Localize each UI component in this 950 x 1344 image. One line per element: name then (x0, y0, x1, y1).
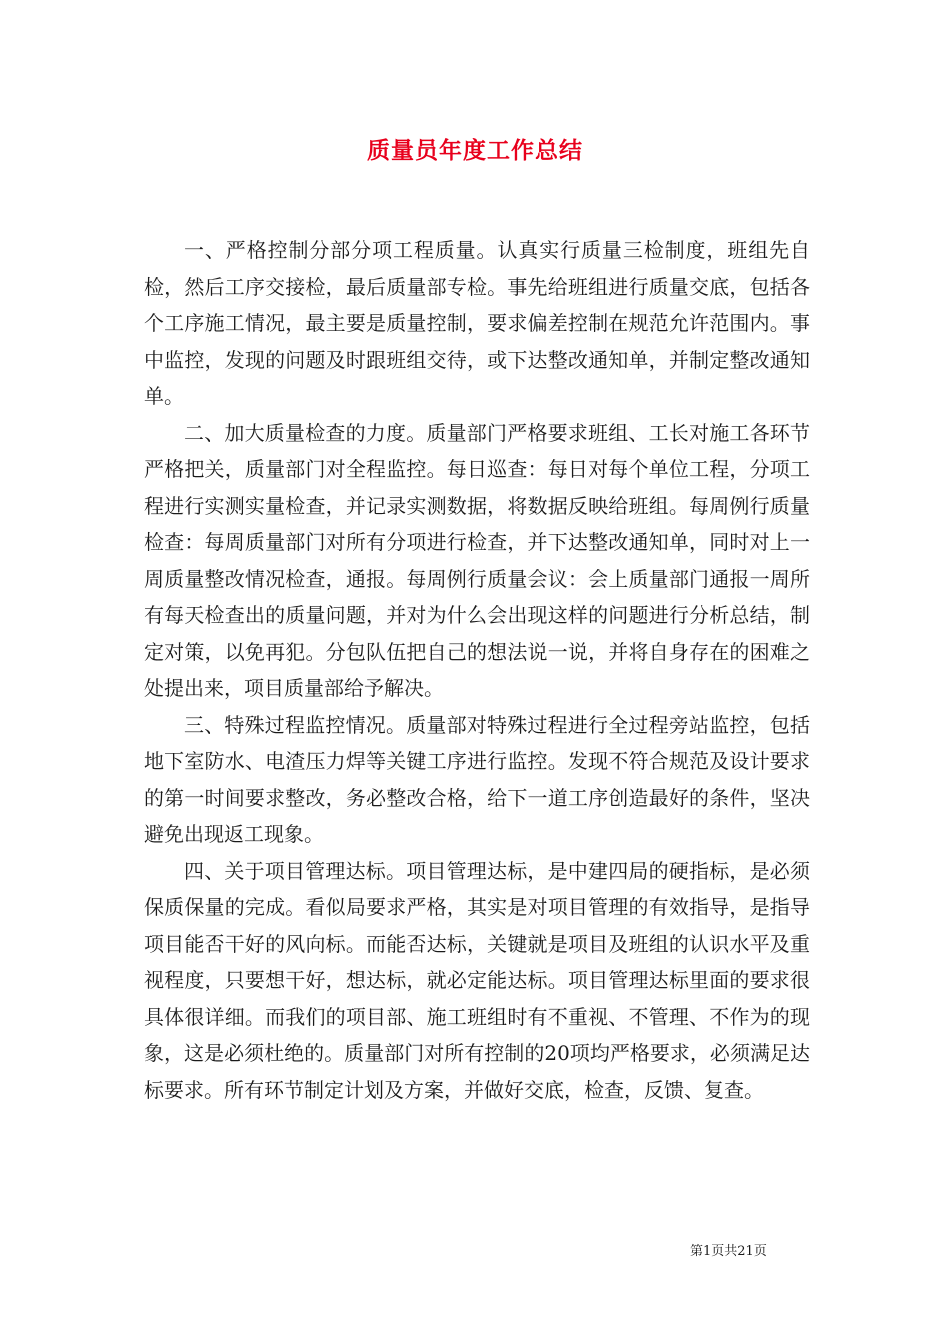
document-title: 质量员年度工作总结 (367, 137, 583, 164)
paragraph-4: 四、关于项目管理达标。项目管理达标，是中建四局的硬指标，是必须保质保量的完成。看似局要求严格，其实是对项目管理的有效指导，是指导项目能否干好的风向标。而能否达标，关键就是项目及班组的认识水平及重视程度，只要想干好，想达标，就必定能达标。项目管理达标里面的要求很具体很详细。而我们的项目部、施工班组时有不重视、不管理、不作为的现象，这是必须杜绝的。质量部门对所有控制的20项均严格要求，必须满足达标要求。所有环节制定计划及方案，并做好交底，检查，反馈、复查。 (144, 858, 810, 1102)
paragraph-3: 三、特殊过程监控情况。质量部对特殊过程进行全过程旁站监控，包括地下室防水、电渣压力焊等关键工序进行监控。发现不符合规范及设计要求的第一时间要求整改，务必整改合格，给下一道工序创造最好的条件，坚决避免出现返工现象。 (144, 712, 810, 846)
paragraph-2: 二、加大质量检查的力度。质量部门严格要求班组、工长对施工各环节严格把关，质量部门对全程监控。每日巡查：每日对每个单位工程，分项工程进行实测实量检查，并记录实测数据，将数据反映给班组。每周例行质量检查：每周质量部门对所有分项进行检查，并下达整改通知单，同时对上一周质量整改情况检查，通报。每周例行质量会议：会上质量部门通报一周所有每天检查出的质量问题，并对为什么会出现这样的问题进行分析总结，制定对策，以免再犯。分包队伍把自己的想法说一说，并将自身存在的困难之处提出来，项目质量部给予解决。 (144, 420, 810, 700)
document-body (144, 232, 810, 1108)
page-number: 第1页共21页 (690, 1244, 767, 1259)
paragraph-1: 一、严格控制分部分项工程质量。认真实行质量三检制度，班组先自检，然后工序交接检，最后质量部专检。事先给班组进行质量交底，包括各个工序施工情况，最主要是质量控制，要求偏差控制在规范允许范围内。事中监控，发现的问题及时跟班组交待，或下达整改通知单，并制定整改通知单。 (144, 238, 810, 408)
